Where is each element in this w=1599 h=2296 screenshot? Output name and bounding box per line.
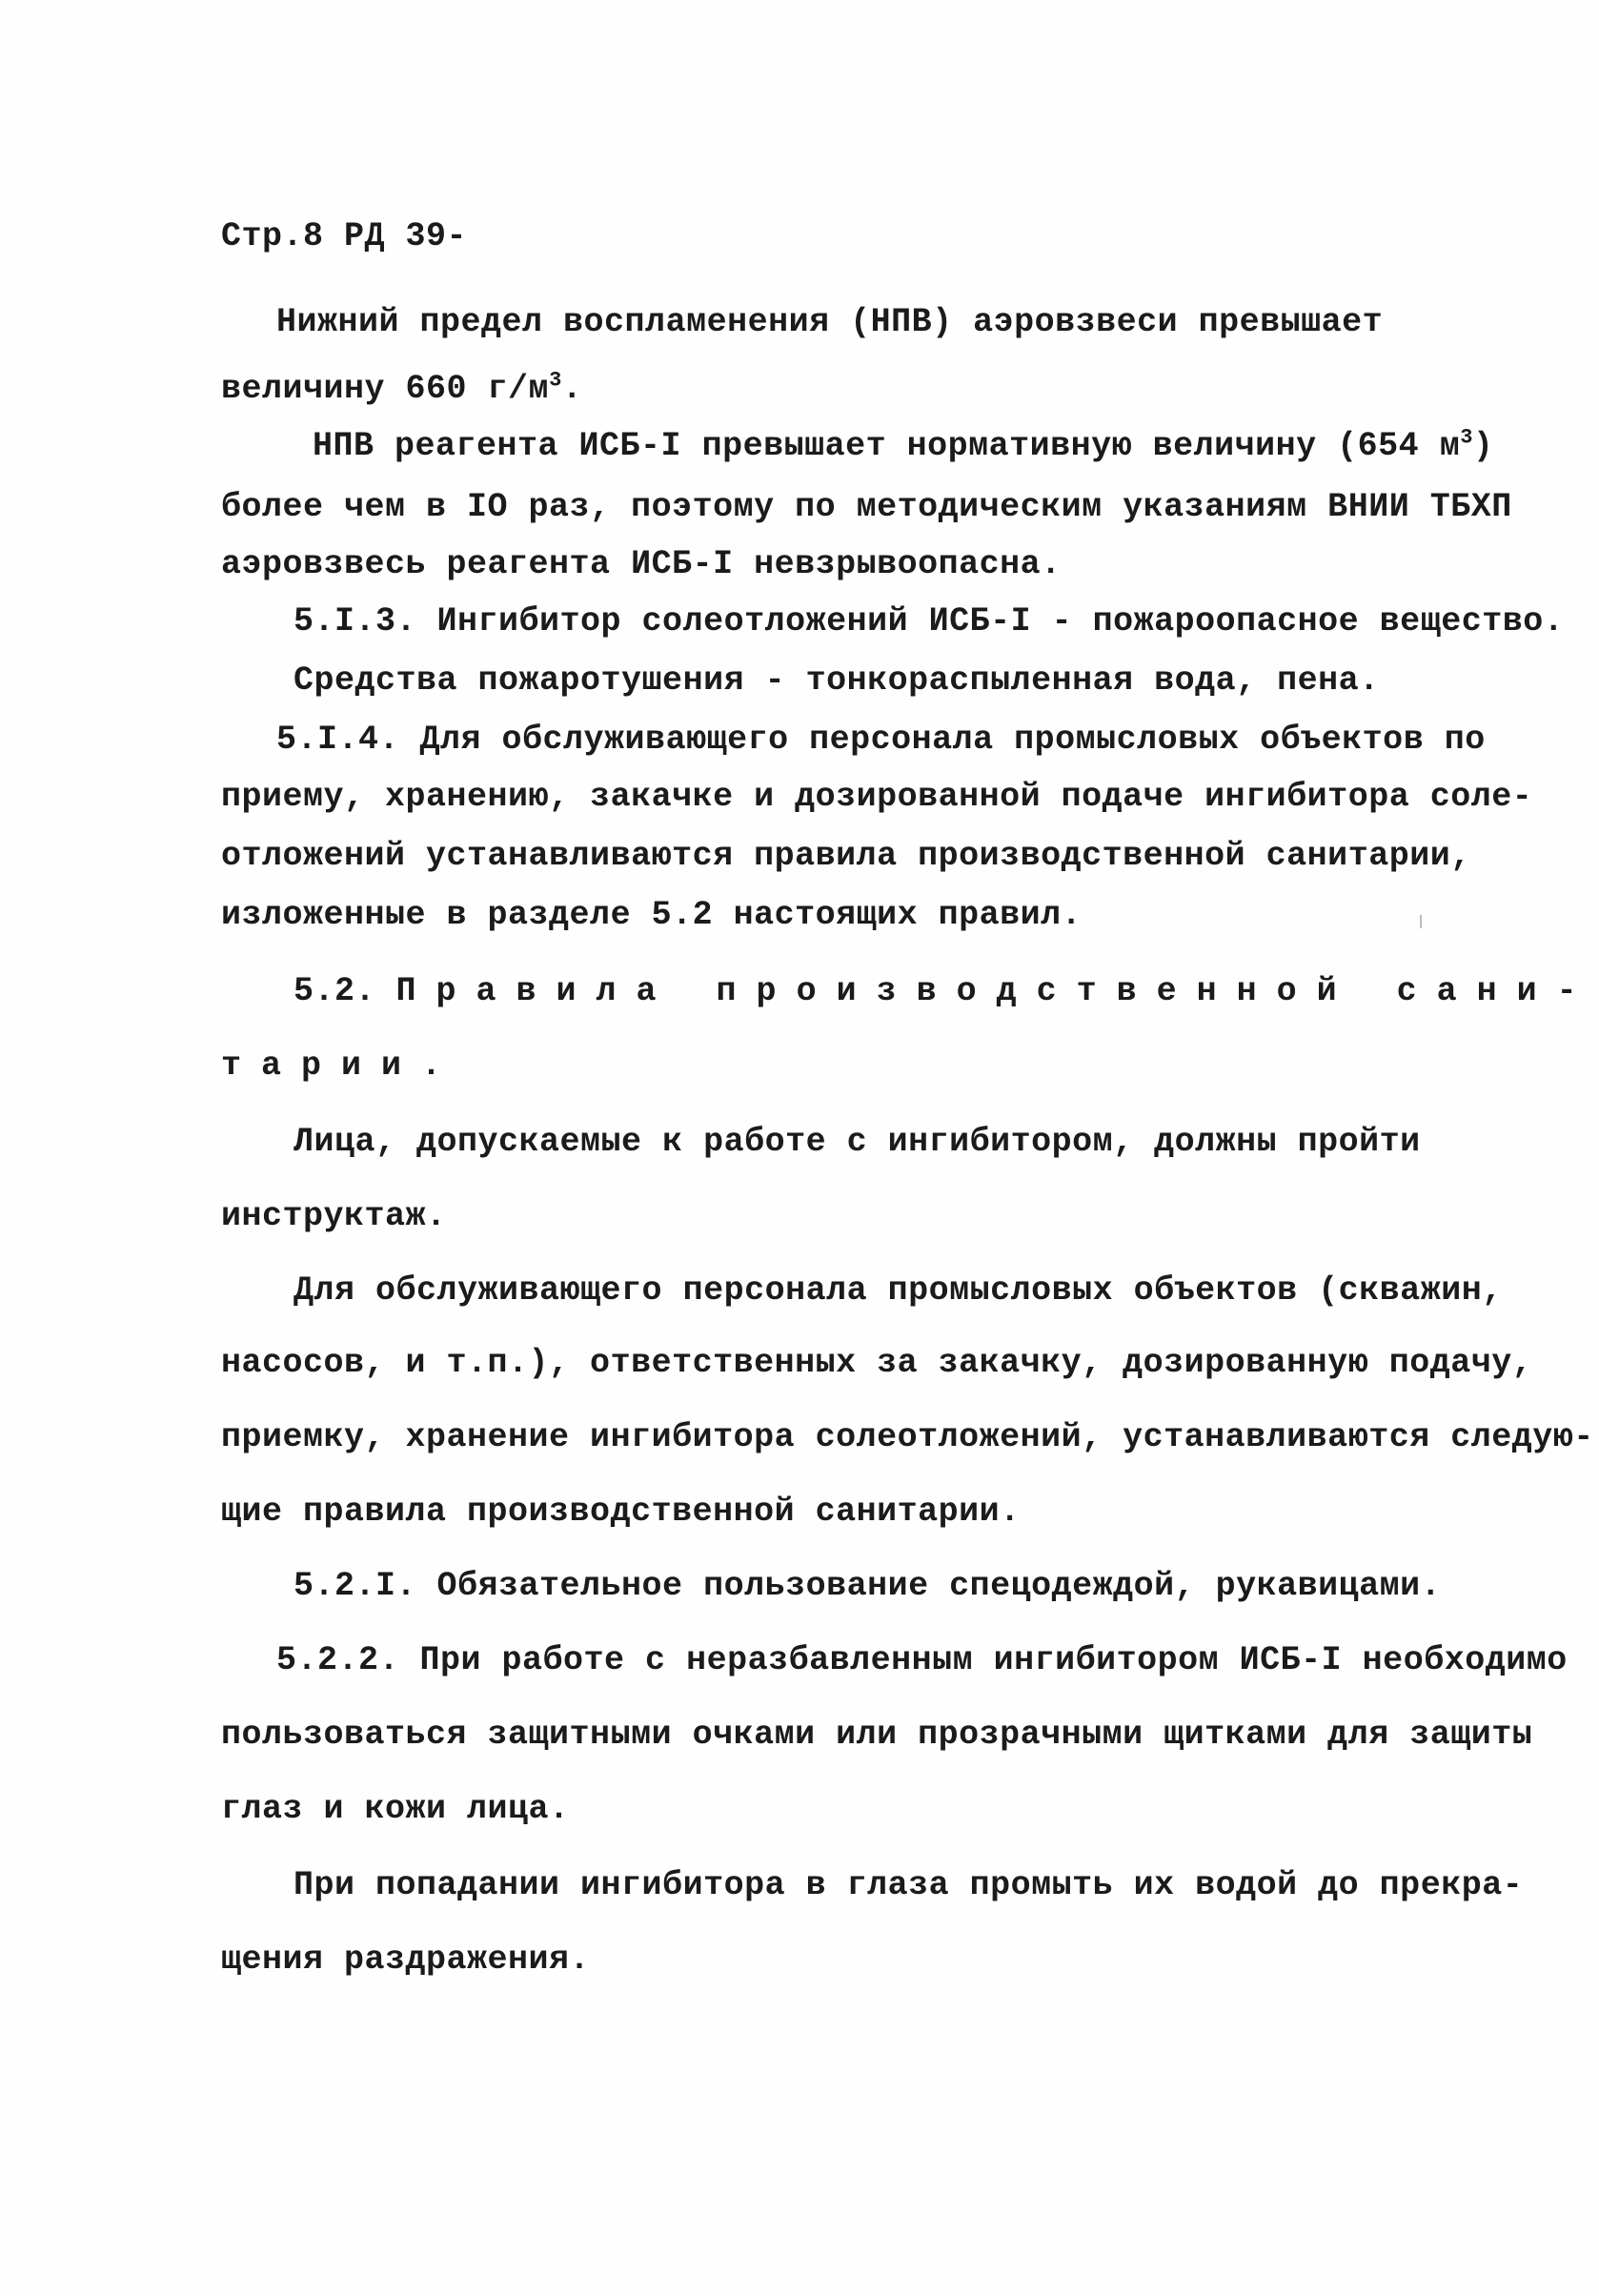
text-line: щие правила производственной санитарии.	[221, 1493, 1021, 1531]
scan-artifact	[1420, 915, 1422, 928]
section-title-continuation: тарии.	[221, 1046, 462, 1085]
text-line: пользоваться защитными очками или прозрачными щитками для защиты	[221, 1716, 1533, 1754]
text-line: приемку, хранение ингибитора солеотложений, устанавливаются следую-	[221, 1418, 1594, 1456]
text-line: Средства пожаротушения - тонкораспыленная вода, пена.	[293, 661, 1380, 700]
superscript: 3	[549, 368, 562, 393]
text-line: 5.2.2. При работе с неразбавленным ингибитором ИСБ-I необходимо	[276, 1641, 1568, 1679]
text-fragment: величину 660 г/м	[221, 370, 550, 408]
text-line: 5.I.4. Для обслуживающего персонала промысловых объектов по	[276, 721, 1486, 759]
text-line	[221, 370, 582, 408]
text-line: отложений устанавливаются правила производственной санитарии,	[221, 837, 1471, 875]
text-line: Для обслуживающего персонала промысловых объектов (скважин,	[293, 1271, 1503, 1310]
text-fragment: .	[561, 370, 583, 408]
section-number: 5.2.	[293, 972, 376, 1010]
page-header: Стр.8 РД 39-	[221, 217, 468, 255]
text-line: При попадании ингибитора в глаза промыть их водой до прекра-	[293, 1866, 1524, 1904]
text-line	[313, 427, 1493, 465]
text-line: Нижний предел воспламенения (НПВ) аэровзвеси превышает	[276, 303, 1384, 341]
text-line: 5.2.I. Обязательное пользование спецодеждой, рукавицами.	[293, 1567, 1442, 1605]
text-line: насосов, и т.п.), ответственных за закачку, дозированную подачу,	[221, 1344, 1533, 1382]
text-line: более чем в IO раз, поэтому по методическим указаниям ВНИИ ТБХП	[221, 488, 1512, 526]
superscript: 3	[1460, 425, 1473, 450]
text-line: глаз и кожи лица.	[221, 1790, 570, 1828]
text-fragment: НПВ реагента ИСБ-I превышает нормативную величину (654 м	[313, 427, 1461, 465]
text-line: Лица, допускаемые к работе с ингибитором, должны пройти	[293, 1123, 1421, 1161]
text-line: приему, хранению, закачке и дозированной подаче ингибитора соле-	[221, 778, 1533, 816]
text-fragment: )	[1472, 427, 1494, 465]
text-line: 5.I.3. Ингибитор солеотложений ИСБ-I - пожароопасное вещество.	[293, 602, 1565, 640]
text-line: инструктаж.	[221, 1197, 447, 1235]
text-line: щения раздражения.	[221, 1940, 591, 1979]
section-heading	[293, 972, 1597, 1010]
text-line: аэровзвесь реагента ИСБ-I невзрывоопасна.	[221, 545, 1062, 583]
section-title: Правила производственной сани-	[395, 972, 1597, 1010]
text-line: изложенные в разделе 5.2 настоящих правил.	[221, 896, 1083, 934]
